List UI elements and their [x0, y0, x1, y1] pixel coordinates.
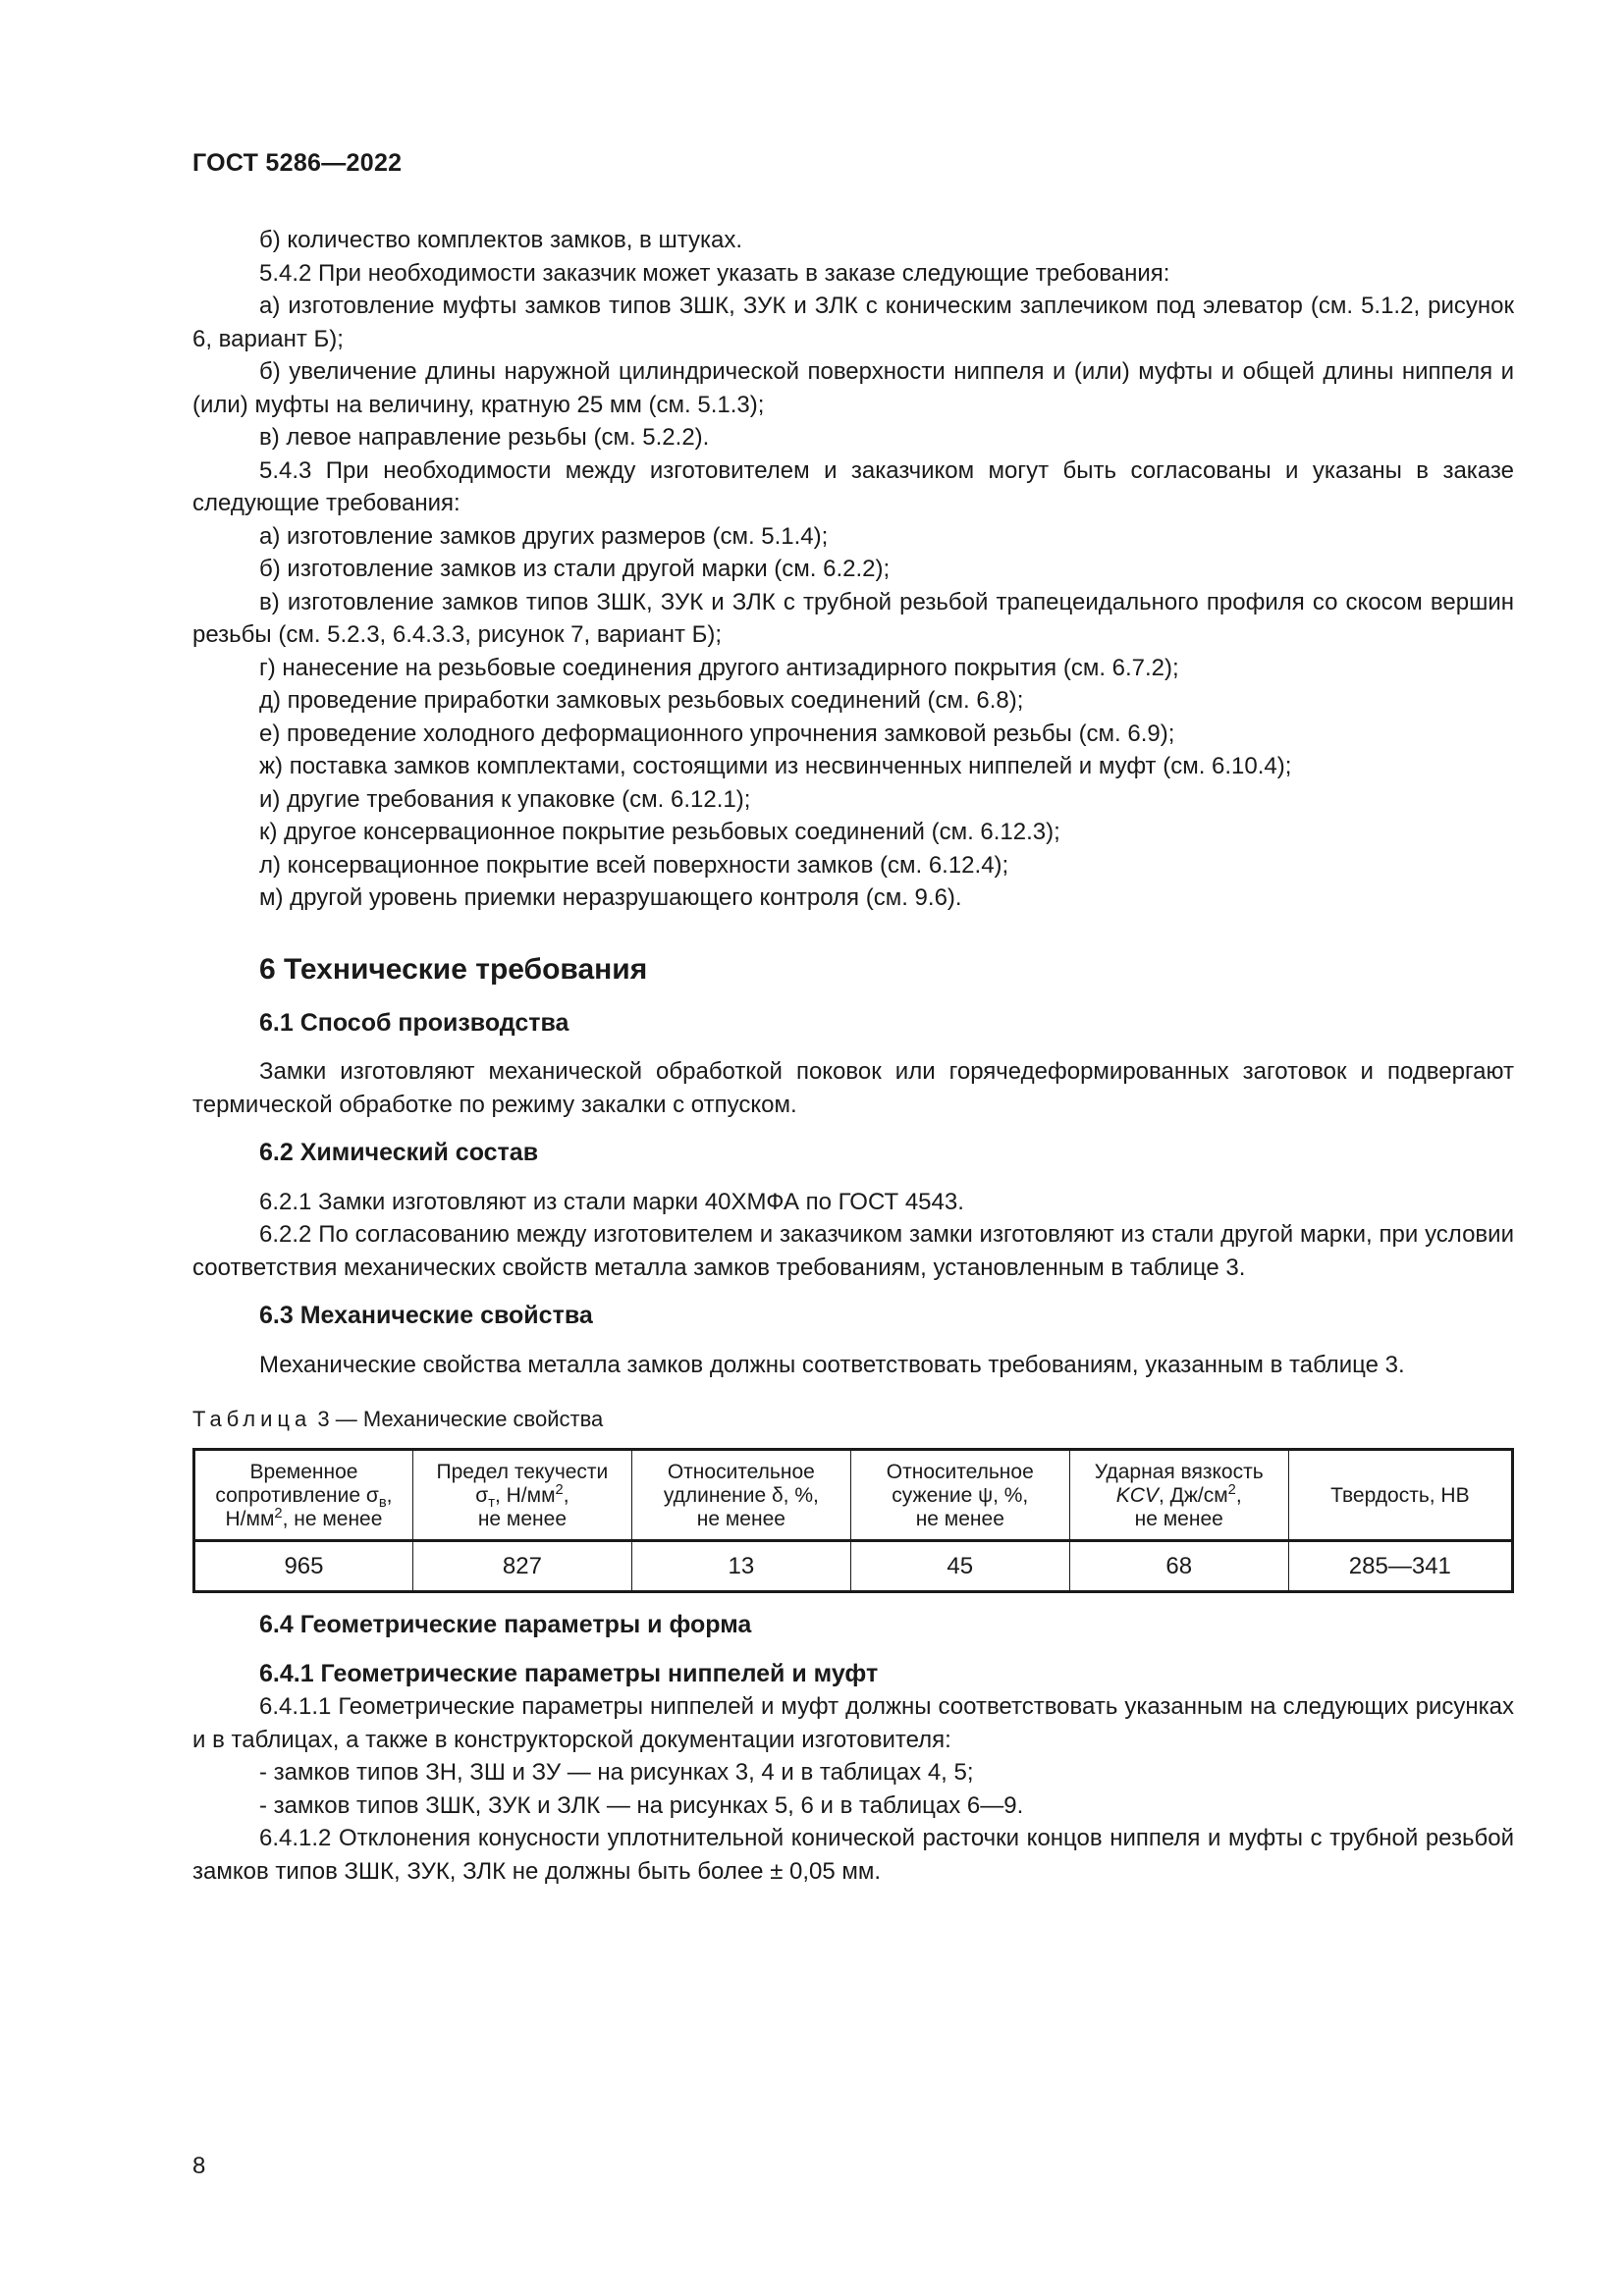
- table-cell: 45: [850, 1540, 1069, 1592]
- list-item: - замков типов ЗН, ЗШ и ЗУ — на рисунках 3, 4 и в таблицах 4, 5;: [259, 1759, 974, 1786]
- subsection-heading: 6.1 Способ производства: [259, 1008, 569, 1037]
- subsection-heading: 6.4.1 Геометрические параметры ниппелей и муфт: [259, 1659, 879, 1687]
- paragraph: к) другое консервационное покрытие резьбовых соединений (см. 6.12.3);: [259, 819, 1060, 845]
- document-header: ГОСТ 5286—2022: [192, 149, 403, 177]
- subsection-heading: 6.4 Геометрические параметры и форма: [259, 1611, 752, 1638]
- mechanical-properties-table: [192, 1448, 1514, 1594]
- table-row: [194, 1540, 1513, 1592]
- paragraph: г) нанесение на резьбовые соединения другого антизадирного покрытия (см. 6.7.2);: [259, 654, 1179, 681]
- table-header-row: [194, 1449, 1513, 1540]
- page-body: [192, 224, 1514, 1888]
- table-cell: 827: [412, 1540, 631, 1592]
- paragraph: е) проведение холодного деформационного упрочнения замковой резьбы (см. 6.9);: [259, 720, 1175, 747]
- column-header: Относительное сужение ψ, %, не менее: [850, 1449, 1069, 1540]
- section-heading: 6 Технические требования: [259, 952, 648, 986]
- table-cell: 68: [1069, 1540, 1288, 1592]
- paragraph: и) другие требования к упаковке (см. 6.12.1);: [259, 785, 751, 813]
- paragraph: л) консервационное покрытие всей поверхности замков (см. 6.12.4);: [259, 851, 1009, 879]
- paragraph: а) изготовление замков других размеров (см. 5.1.4);: [259, 522, 829, 550]
- paragraph: Замки изготовляют механической обработкой поковок или горячедеформированных заготовок и подвергают термической обработке по режиму закалки с отпуском.: [192, 1058, 1514, 1118]
- paragraph: Механические свойства металла замков должны соответствовать требованиям, указанным в таблице 3.: [259, 1351, 1405, 1378]
- paragraph: 6.2.2 По согласованию между изготовителем и заказчиком замки изготовляют из стали другой марки, при условии соответствия механических свойств металла замков требованиям, установленным в таблице 3.: [192, 1221, 1514, 1281]
- column-header: Относительное удлинение δ, %, не менее: [631, 1449, 850, 1540]
- page-number: 8: [192, 2153, 206, 2179]
- paragraph: б) увеличение длины наружной цилиндрической поверхности ниппеля и (или) муфты и общей длины ниппеля и (или) муфты на величину, кратную 25 мм (см. 5.1.3);: [192, 358, 1514, 418]
- column-header: Ударная вязкость KCV, $Дж/см^2$, не менее: [1069, 1449, 1288, 1540]
- column-header: Твердость, НВ: [1288, 1449, 1512, 1540]
- paragraph: 6.2.1 Замки изготовляют из стали марки 40ХМФА по ГОСТ 4543.: [259, 1188, 964, 1215]
- subsection-heading: 6.2 Химический состав: [259, 1139, 539, 1166]
- table-cell: 965: [194, 1540, 413, 1592]
- column-header: Временное сопротивление $\sigma_в$, $Н/мм^2$, не менее: [194, 1449, 413, 1540]
- paragraph: 5.4.2 При необходимости заказчик может указать в заказе следующие требования:: [259, 259, 1170, 287]
- paragraph: ж) поставка замков комплектами, состоящими из несвинченных ниппелей и муфт (см. 6.10.4);: [259, 753, 1292, 779]
- paragraph: 6.4.1.2 Отклонения конусности уплотнительной конической расточки концов ниппеля и муфты с трубной резьбой замков типов ЗШК, ЗУК, ЗЛК не должны быть более ± 0,05 мм.: [192, 1825, 1514, 1885]
- list-item: - замков типов ЗШК, ЗУК и ЗЛК — на рисунках 5, 6 и в таблицах 6—9.: [259, 1791, 1024, 1819]
- paragraph: в) изготовление замков типов ЗШК, ЗУК и ЗЛК с трубной резьбой трапецеидального профиля со скосом вершин резьбы (см. 5.2.3, 6.4.3.3, рисунок 7, вариант Б);: [192, 588, 1514, 648]
- paragraph: а) изготовление муфты замков типов ЗШК, ЗУК и ЗЛК с коническим заплечиком под элеватор (см. 5.1.2, рисунок 6, вариант Б);: [192, 293, 1514, 352]
- paragraph: б) количество комплектов замков, в штуках.: [259, 227, 742, 253]
- paragraph: д) проведение приработки замковых резьбовых соединений (см. 6.8);: [259, 687, 1024, 714]
- subsection-heading: 6.3 Механические свойства: [259, 1302, 593, 1329]
- paragraph: 6.4.1.1 Геометрические параметры ниппелей и муфт должны соответствовать указанным на следующих рисунках и в таблицах, а также в конструкторской документации изготовителя:: [192, 1693, 1514, 1753]
- paragraph: в) левое направление резьбы (см. 5.2.2).: [259, 424, 710, 451]
- table-cell: 13: [631, 1540, 850, 1592]
- paragraph: м) другой уровень приемки неразрушающего контроля (см. 9.6).: [259, 884, 962, 911]
- column-header: Предел текучести $\sigma_т$, $Н/мм^2$, не менее: [412, 1449, 631, 1540]
- table-caption: [192, 1403, 1514, 1436]
- table-caption-label: Таблица: [192, 1407, 312, 1431]
- paragraph: б) изготовление замков из стали другой марки (см. 6.2.2);: [259, 556, 891, 582]
- table-caption-text: 3 — Механические свойства: [311, 1407, 604, 1431]
- paragraph: 5.4.3 При необходимости между изготовителем и заказчиком могут быть согласованы и указаны в заказе следующие требования:: [192, 456, 1514, 516]
- table-cell: 285—341: [1288, 1540, 1512, 1592]
